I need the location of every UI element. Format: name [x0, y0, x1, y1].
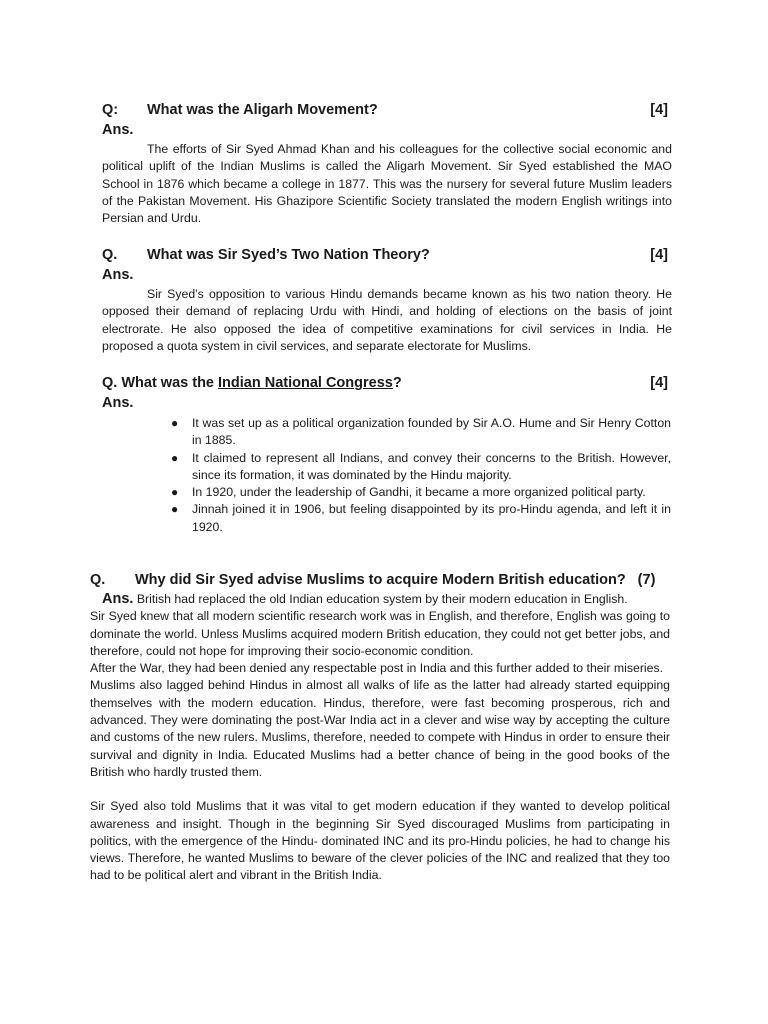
question-4-answer-intro	[90, 591, 670, 608]
bullet-icon: ●	[171, 485, 179, 500]
question-3-prefix: Q. What was the	[102, 375, 219, 391]
question-2-label: Q.	[102, 247, 118, 263]
question-1-ans-label: Ans.	[102, 122, 134, 138]
question-2-text: What was Sir Syed’s Two Nation Theory?	[147, 247, 430, 263]
bullet-item: ● It was set up as a political organization founded by Sir A.O. Hume and Sir Henry Cotton in 1885.	[171, 416, 671, 448]
question-3-suffix: ?	[392, 375, 402, 391]
question-1-marks: [4]	[650, 102, 668, 118]
question-1-text: What was the Aligarh Movement?	[147, 102, 378, 118]
bullet-item: ● Jinnah joined it in 1906, but feeling disappointed by its pro-Hindu agenda, and left it in 1920.	[171, 502, 671, 534]
question-4-paragraph-2: After the War, they had been denied any respectable post in India and this further added to their miseries.	[90, 661, 664, 676]
question-4-paragraph-3: Muslims also lagged behind Hindus in almost all walks of life as the latter had already started equipping themselves with the modern education. Hindus, therefore, were fast becoming prosperous, rich and advanced. They were dominating the post-War India act in a clever and wise way by accepting the culture and customs of the new rulers. Muslims, therefore, needed to compete with Hindus in order to ensure their survival and dignity in India. Educated Muslims had a better chance of being in the good books of the British who hardly trusted them.	[90, 678, 670, 779]
bullet-icon: ●	[171, 416, 179, 430]
question-4	[90, 570, 670, 885]
question-3-bullet-list	[168, 415, 671, 536]
bullet-icon: ●	[171, 502, 179, 517]
question-4-paragraph-4: Sir Syed also told Muslims that it was vital to get modern education if they wanted to develop political awareness and insight. Though in the beginning Sir Syed discouraged Muslims from participating in politics, with the emergence of the Hindu- dominated INC and its pro-Hindu policies, he had to change his views. Therefore, he wanted Muslims to beware of the clever policies of the INC and realized that they too had to be political alert and vibrant in the British India.	[90, 799, 670, 883]
question-4-heading	[90, 570, 670, 590]
question-3-text	[102, 373, 402, 393]
question-3-marks: [4]	[650, 375, 668, 391]
bullet-item: ● In 1920, under the leadership of Gandhi, it became a more organized political party.	[168, 484, 671, 501]
question-4-paragraph-1: Sir Syed knew that all modern scientific research work was in English, and therefore, English was going to dominate the world. Unless Muslims acquired modern British education, they could not get better jobs, and therefore, could not hope for improving their socio-economic condition.	[90, 609, 670, 658]
question-2-heading	[102, 245, 668, 265]
question-1	[102, 100, 672, 227]
bullet-item: ● It claimed to represent all Indians, and convey their concerns to the British. However, since its formation, it was dominated by the Hindu majority.	[171, 450, 671, 482]
question-3-underlined: Indian National Congress	[218, 375, 393, 391]
question-2-ans-label: Ans.	[102, 267, 134, 283]
question-2	[102, 245, 672, 355]
question-1-heading	[102, 100, 668, 120]
question-1-label: Q:	[102, 102, 119, 118]
question-3-heading	[102, 373, 668, 393]
question-4-marks: (7)	[637, 572, 656, 588]
question-2-marks: [4]	[650, 247, 668, 263]
question-4-ans-label: Ans.	[102, 591, 134, 607]
question-1-answer: The efforts of Sir Syed Ahmad Khan and his colleagues for the collective social economic and political uplift of the Indian Muslims is called the Aligarh Movement. Sir Syed established the MAO School in 1876 which became a college in 1877. This was the nursery for several future Muslim leaders of the Pakistan Movement. His Ghazipore Scientific Society translated the modern English writings into Persian and Urdu.	[102, 142, 672, 226]
question-4-text: Why did Sir Syed advise Muslims to acquire Modern British education?	[135, 572, 626, 588]
bullet-icon: ●	[171, 450, 179, 465]
question-4-label: Q.	[90, 572, 106, 588]
question-4-answer-first: British had replaced the old Indian education system by their modern education in English.	[133, 592, 628, 606]
question-3-ans-label: Ans.	[102, 395, 134, 411]
question-2-answer: Sir Syed’s opposition to various Hindu demands became known as his two nation theory. He opposed their demand of replacing Urdu with Hindi, and holding of elections on the basis of joint electrorate. He also opposed the idea of competitive examinations for civil services in India. He proposed a quota system in civil services, and separate electorate for Muslims.	[102, 287, 672, 353]
question-3	[102, 373, 671, 536]
